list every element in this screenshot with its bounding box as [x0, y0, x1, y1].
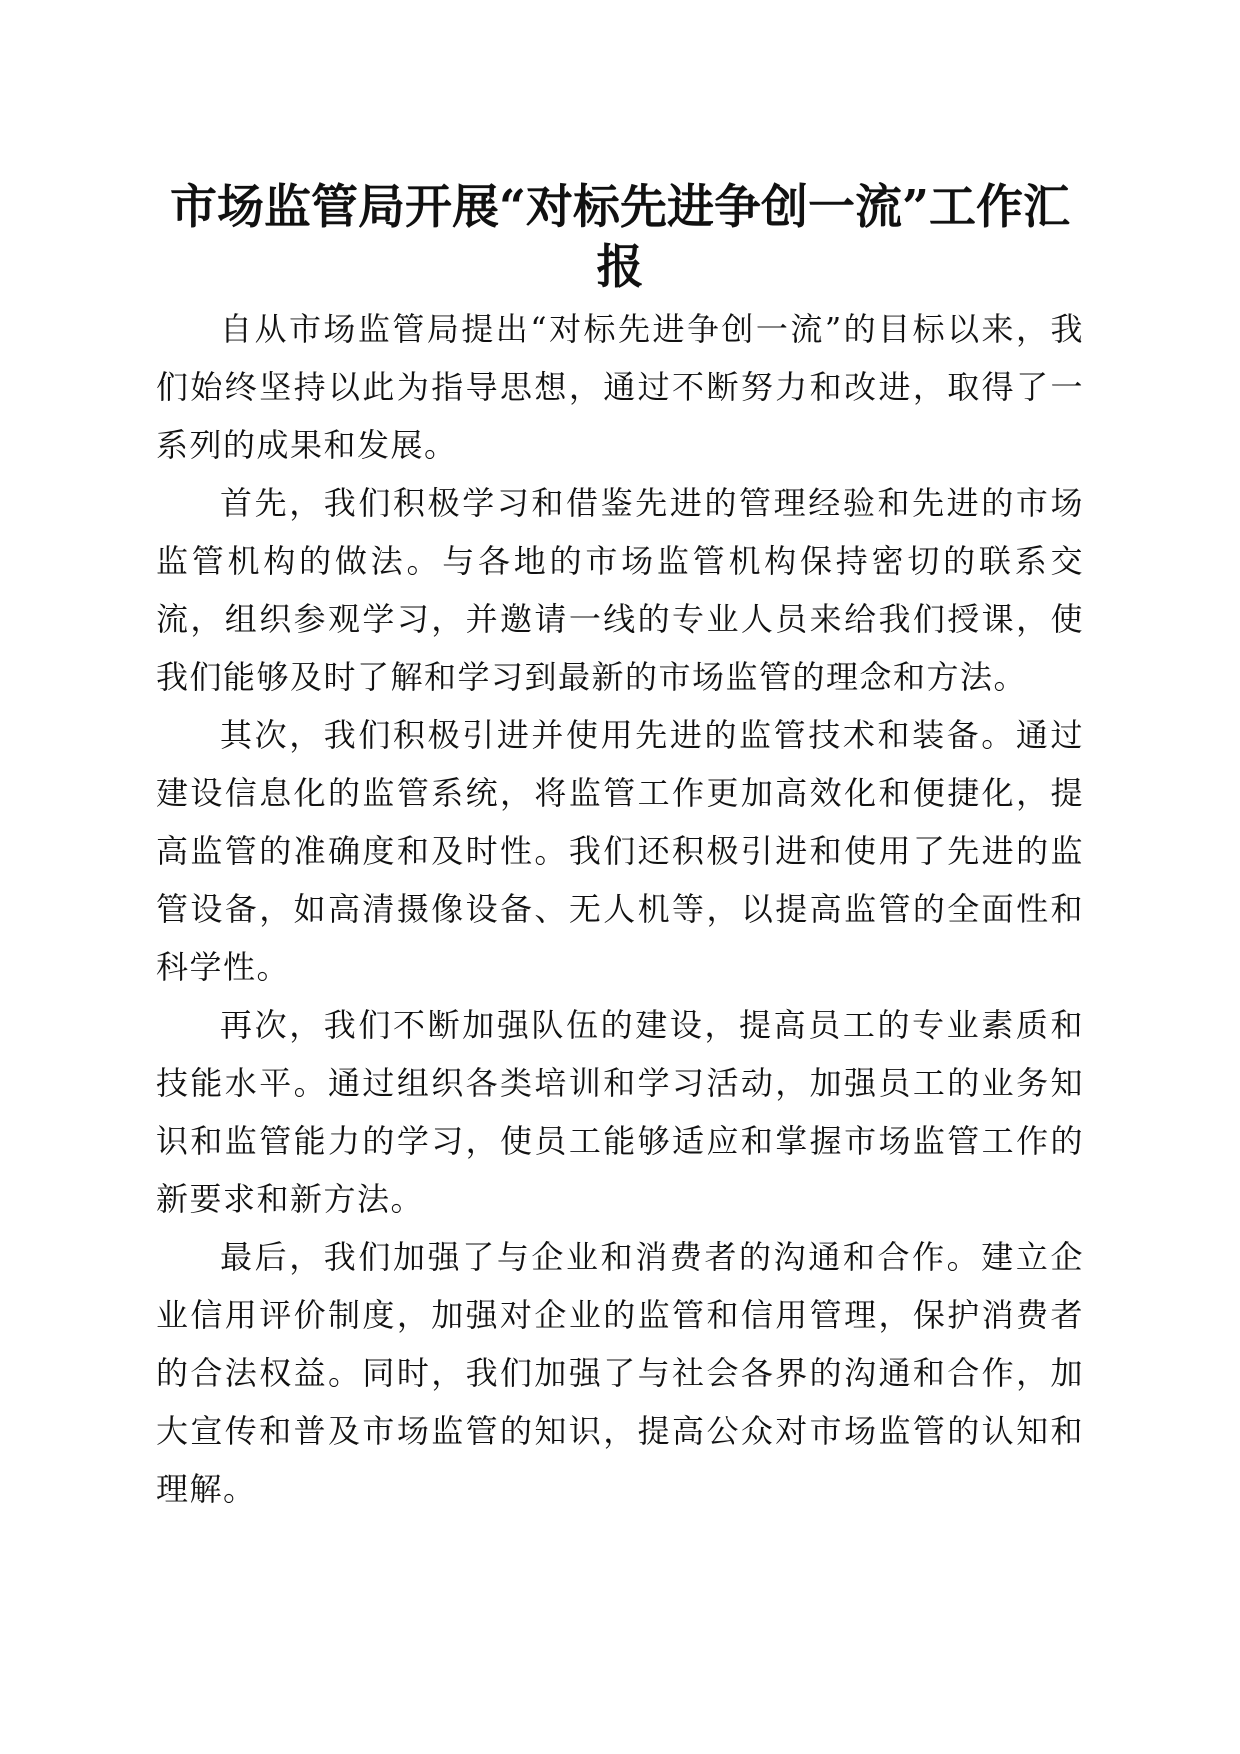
paragraph-last: 最后，我们加强了与企业和消费者的沟通和合作。建立企业信用评价制度，加强对企业的监管和信用管理，保护消费者的合法权益。同时，我们加强了与社会各界的沟通和合作，加大宣传和普及市场监管的知识，提高公众对市场监管的认知和理解。: [156, 1238, 1084, 1508]
paragraph-first: 首先，我们积极学习和借鉴先进的管理经验和先进的市场监管机构的做法。与各地的市场监管机构保持密切的联系交流，组织参观学习，并邀请一线的专业人员来给我们授课，使我们能够及时了解和学习到最新的市场监管的理念和方法。: [156, 484, 1084, 696]
paragraph-third: 再次，我们不断加强队伍的建设，提高员工的专业素质和技能水平。通过组织各类培训和学习活动，加强员工的业务知识和监管能力的学习，使员工能够适应和掌握市场监管工作的新要求和新方法。: [156, 1006, 1084, 1218]
paragraph-second: 其次，我们积极引进并使用先进的监管技术和装备。通过建设信息化的监管系统，将监管工作更加高效化和便捷化，提高监管的准确度和及时性。我们还积极引进和使用了先进的监管设备，如高清摄像设备、无人机等，以提高监管的全面性和科学性。: [156, 716, 1084, 986]
paragraph-intro: 自从市场监管局提出“对标先进争创一流”的目标以来，我们始终坚持以此为指导思想，通过不断努力和改进，取得了一系列的成果和发展。: [156, 310, 1084, 464]
document-title: 市场监管局开展“对标先进争创一流”工作汇报: [169, 180, 1071, 295]
document-page: [156, 178, 1084, 1518]
